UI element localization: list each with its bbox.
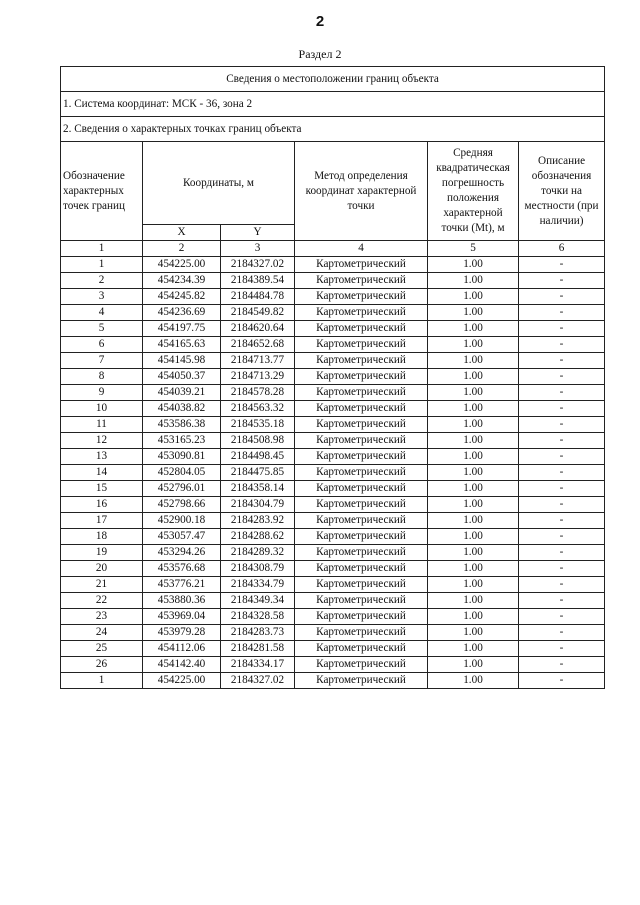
coord-y: 2184713.29: [221, 369, 295, 385]
coord-x: 452796.01: [143, 481, 221, 497]
point-number: 1: [61, 257, 143, 273]
table-row: [61, 545, 605, 561]
coord-x: 454234.39: [143, 273, 221, 289]
error-cell: 1.00: [428, 577, 519, 593]
method-cell: Картометрический: [295, 625, 428, 641]
section-title: Раздел 2: [298, 47, 342, 61]
method-cell: Картометрический: [295, 513, 428, 529]
coord-x: 453586.38: [143, 417, 221, 433]
error-cell: 1.00: [428, 337, 519, 353]
point-number: 4: [61, 305, 143, 321]
method-cell: Картометрический: [295, 305, 428, 321]
points-heading: 2. Сведения о характерных точках границ объекта: [61, 117, 605, 142]
table-row: [61, 657, 605, 673]
coord-y: 2184475.85: [221, 465, 295, 481]
description-cell: -: [519, 401, 605, 417]
description-cell: -: [519, 289, 605, 305]
description-cell: -: [519, 609, 605, 625]
description-cell: -: [519, 449, 605, 465]
description-cell: -: [519, 657, 605, 673]
coord-x: 454145.98: [143, 353, 221, 369]
points-body: [61, 257, 605, 689]
coord-x: 454142.40: [143, 657, 221, 673]
error-cell: 1.00: [428, 321, 519, 337]
method-cell: Картометрический: [295, 433, 428, 449]
coord-y: 2184283.92: [221, 513, 295, 529]
table-row: [61, 625, 605, 641]
error-cell: 1.00: [428, 417, 519, 433]
coord-y: 2184508.98: [221, 433, 295, 449]
point-number: 7: [61, 353, 143, 369]
coord-y: 2184288.62: [221, 529, 295, 545]
column-number: 6: [519, 241, 605, 257]
point-number: 5: [61, 321, 143, 337]
method-cell: Картометрический: [295, 481, 428, 497]
col-header-description: Описание обозначения точки на местности (при наличии): [519, 142, 605, 241]
description-cell: -: [519, 673, 605, 689]
coord-y: 2184281.58: [221, 641, 295, 657]
point-number: 6: [61, 337, 143, 353]
error-cell: 1.00: [428, 593, 519, 609]
description-cell: -: [519, 257, 605, 273]
coord-x: 454197.75: [143, 321, 221, 337]
error-cell: 1.00: [428, 401, 519, 417]
description-cell: -: [519, 561, 605, 577]
coord-y: 2184327.02: [221, 257, 295, 273]
table-row: [61, 289, 605, 305]
point-number: 20: [61, 561, 143, 577]
table-row: [61, 673, 605, 689]
coord-x: 453880.36: [143, 593, 221, 609]
error-cell: 1.00: [428, 673, 519, 689]
table-row: [61, 449, 605, 465]
coord-y: 2184563.32: [221, 401, 295, 417]
page-number: 2: [315, 13, 325, 30]
coord-y: 2184349.34: [221, 593, 295, 609]
coord-x: 453576.68: [143, 561, 221, 577]
error-cell: 1.00: [428, 481, 519, 497]
table-row: [61, 257, 605, 273]
coord-x: 452798.66: [143, 497, 221, 513]
table-row: [61, 609, 605, 625]
method-cell: Картометрический: [295, 321, 428, 337]
coord-x: 453969.04: [143, 609, 221, 625]
coord-y: 2184652.68: [221, 337, 295, 353]
col-header-x: X: [143, 225, 221, 241]
error-cell: 1.00: [428, 641, 519, 657]
description-cell: -: [519, 641, 605, 657]
coord-y: 2184549.82: [221, 305, 295, 321]
error-cell: 1.00: [428, 625, 519, 641]
point-number: 1: [61, 673, 143, 689]
coordinate-system: 1. Система координат: МСК - 36, зона 2: [61, 92, 605, 117]
coord-x: 454225.00: [143, 257, 221, 273]
coord-y: 2184334.79: [221, 577, 295, 593]
coord-x: 454165.63: [143, 337, 221, 353]
error-cell: 1.00: [428, 305, 519, 321]
coord-y: 2184498.45: [221, 449, 295, 465]
error-cell: 1.00: [428, 609, 519, 625]
point-number: 18: [61, 529, 143, 545]
description-cell: -: [519, 321, 605, 337]
table-row: [61, 577, 605, 593]
point-number: 12: [61, 433, 143, 449]
error-cell: 1.00: [428, 657, 519, 673]
error-cell: 1.00: [428, 465, 519, 481]
coord-y: 2184578.28: [221, 385, 295, 401]
error-cell: 1.00: [428, 561, 519, 577]
table-row: [61, 369, 605, 385]
error-cell: 1.00: [428, 433, 519, 449]
col-header-error: Средняя квадратическая погрешность положения характерной точки (Mt), м: [428, 142, 519, 241]
table-row: [61, 337, 605, 353]
description-cell: -: [519, 577, 605, 593]
error-cell: 1.00: [428, 257, 519, 273]
method-cell: Картометрический: [295, 641, 428, 657]
method-cell: Картометрический: [295, 529, 428, 545]
description-cell: -: [519, 625, 605, 641]
method-cell: Картометрический: [295, 337, 428, 353]
table-row: [61, 305, 605, 321]
error-cell: 1.00: [428, 497, 519, 513]
point-number: 15: [61, 481, 143, 497]
method-cell: Картометрический: [295, 353, 428, 369]
coord-x: 454112.06: [143, 641, 221, 657]
point-number: 21: [61, 577, 143, 593]
table-row: [61, 593, 605, 609]
boundary-table: [60, 66, 605, 689]
method-cell: Картометрический: [295, 385, 428, 401]
table-title: Сведения о местоположении границ объекта: [61, 67, 605, 92]
coord-y: 2184620.64: [221, 321, 295, 337]
method-cell: Картометрический: [295, 545, 428, 561]
point-number: 10: [61, 401, 143, 417]
point-number: 26: [61, 657, 143, 673]
coord-y: 2184535.18: [221, 417, 295, 433]
table-row: [61, 433, 605, 449]
coord-x: 454050.37: [143, 369, 221, 385]
table-row: [61, 385, 605, 401]
point-number: 11: [61, 417, 143, 433]
point-number: 13: [61, 449, 143, 465]
point-number: 17: [61, 513, 143, 529]
table-row: [61, 641, 605, 657]
error-cell: 1.00: [428, 545, 519, 561]
table-row: [61, 481, 605, 497]
coord-y: 2184327.02: [221, 673, 295, 689]
table-row: [61, 353, 605, 369]
description-cell: -: [519, 497, 605, 513]
error-cell: 1.00: [428, 529, 519, 545]
coord-y: 2184334.17: [221, 657, 295, 673]
error-cell: 1.00: [428, 353, 519, 369]
method-cell: Картометрический: [295, 289, 428, 305]
coord-y: 2184713.77: [221, 353, 295, 369]
description-cell: -: [519, 529, 605, 545]
method-cell: Картометрический: [295, 273, 428, 289]
column-number: 4: [295, 241, 428, 257]
table-row: [61, 561, 605, 577]
coord-x: 454236.69: [143, 305, 221, 321]
column-number: 1: [61, 241, 143, 257]
method-cell: Картометрический: [295, 465, 428, 481]
coord-x: 453776.21: [143, 577, 221, 593]
description-cell: -: [519, 337, 605, 353]
error-cell: 1.00: [428, 385, 519, 401]
coord-x: 452900.18: [143, 513, 221, 529]
coord-x: 454039.21: [143, 385, 221, 401]
coord-x: 452804.05: [143, 465, 221, 481]
table-row: [61, 273, 605, 289]
method-cell: Картометрический: [295, 673, 428, 689]
coord-x: 453165.23: [143, 433, 221, 449]
column-number: 2: [143, 241, 221, 257]
method-cell: Картометрический: [295, 449, 428, 465]
coord-y: 2184389.54: [221, 273, 295, 289]
method-cell: Картометрический: [295, 593, 428, 609]
error-cell: 1.00: [428, 449, 519, 465]
coord-x: 453090.81: [143, 449, 221, 465]
column-number: 3: [221, 241, 295, 257]
method-cell: Картометрический: [295, 369, 428, 385]
point-number: 3: [61, 289, 143, 305]
point-number: 2: [61, 273, 143, 289]
col-header-method: Метод определения координат характерной точки: [295, 142, 428, 241]
table-row: [61, 529, 605, 545]
method-cell: Картометрический: [295, 417, 428, 433]
coord-x: 453979.28: [143, 625, 221, 641]
table-row: [61, 465, 605, 481]
error-cell: 1.00: [428, 289, 519, 305]
coord-y: 2184308.79: [221, 561, 295, 577]
coord-x: 453057.47: [143, 529, 221, 545]
table-row: [61, 417, 605, 433]
coord-x: 454245.82: [143, 289, 221, 305]
table-row: [61, 497, 605, 513]
col-header-coordinates: Координаты, м: [143, 142, 295, 225]
description-cell: -: [519, 545, 605, 561]
table-row: [61, 321, 605, 337]
point-number: 25: [61, 641, 143, 657]
column-number: 5: [428, 241, 519, 257]
point-number: 22: [61, 593, 143, 609]
point-number: 23: [61, 609, 143, 625]
table-row: [61, 513, 605, 529]
table-header: [61, 67, 605, 257]
description-cell: -: [519, 465, 605, 481]
point-number: 19: [61, 545, 143, 561]
coord-x: 454038.82: [143, 401, 221, 417]
method-cell: Картометрический: [295, 657, 428, 673]
error-cell: 1.00: [428, 513, 519, 529]
description-cell: -: [519, 273, 605, 289]
coord-x: 453294.26: [143, 545, 221, 561]
description-cell: -: [519, 593, 605, 609]
description-cell: -: [519, 481, 605, 497]
point-number: 8: [61, 369, 143, 385]
coord-y: 2184358.14: [221, 481, 295, 497]
description-cell: -: [519, 305, 605, 321]
coord-y: 2184304.79: [221, 497, 295, 513]
coord-x: 454225.00: [143, 673, 221, 689]
point-number: 9: [61, 385, 143, 401]
method-cell: Картометрический: [295, 577, 428, 593]
coord-y: 2184484.78: [221, 289, 295, 305]
method-cell: Картометрический: [295, 497, 428, 513]
point-number: 24: [61, 625, 143, 641]
table-row: [61, 401, 605, 417]
method-cell: Картометрический: [295, 609, 428, 625]
coord-y: 2184328.58: [221, 609, 295, 625]
description-cell: -: [519, 353, 605, 369]
coord-y: 2184289.32: [221, 545, 295, 561]
description-cell: -: [519, 417, 605, 433]
description-cell: -: [519, 433, 605, 449]
description-cell: -: [519, 369, 605, 385]
point-number: 14: [61, 465, 143, 481]
method-cell: Картометрический: [295, 561, 428, 577]
method-cell: Картометрический: [295, 257, 428, 273]
point-number: 16: [61, 497, 143, 513]
col-header-y: Y: [221, 225, 295, 241]
col-header-designation: Обозначение характерных точек границ: [61, 142, 143, 241]
error-cell: 1.00: [428, 273, 519, 289]
description-cell: -: [519, 385, 605, 401]
description-cell: -: [519, 513, 605, 529]
error-cell: 1.00: [428, 369, 519, 385]
coord-y: 2184283.73: [221, 625, 295, 641]
method-cell: Картометрический: [295, 401, 428, 417]
